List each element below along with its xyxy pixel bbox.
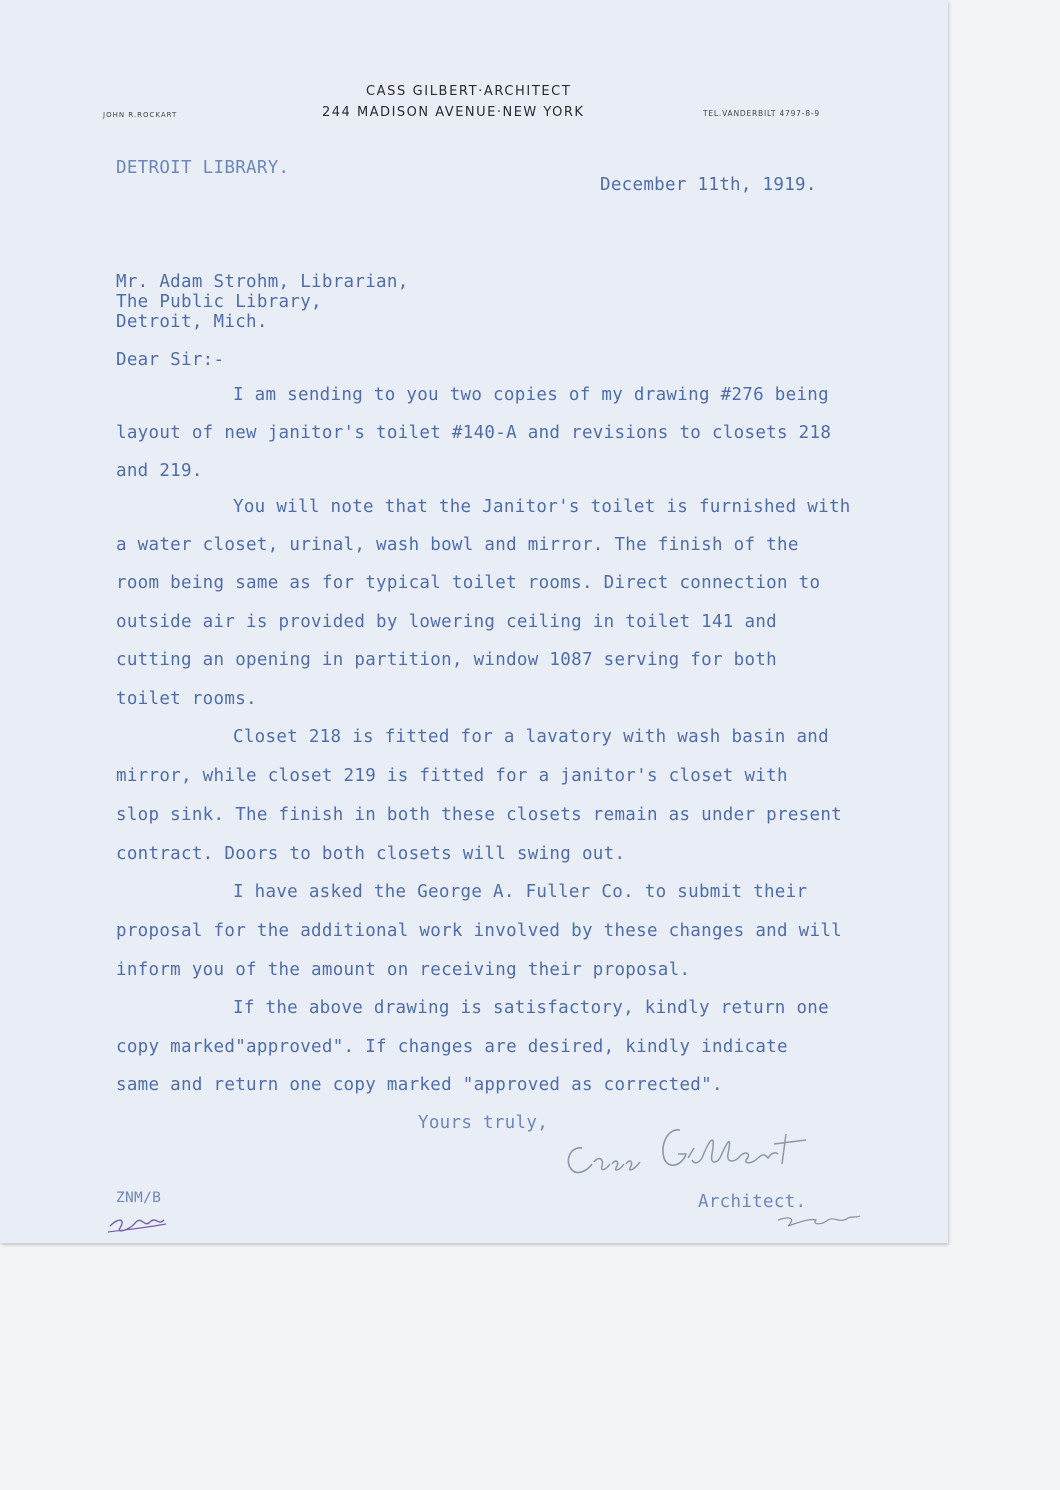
letterhead-left-name: JOHN R.ROCKART [103, 111, 178, 119]
handwritten-signature [560, 1118, 820, 1188]
body-line: mirror, while closet 219 is fitted for a janitor's closet with [116, 766, 788, 786]
body-line: proposal for the additional work involved by these changes and will [116, 921, 843, 941]
body-line: cutting an opening in partition, window 1087 serving for both [116, 650, 777, 670]
body-line: toilet rooms. [116, 689, 257, 709]
signatory-title: Architect. [698, 1192, 807, 1212]
body-line: I am sending to you two copies of my drawing #276 being [233, 385, 829, 405]
closing: Yours truly, [418, 1113, 549, 1133]
body-line: a water closet, urinal, wash bowl and mirror. The finish of the [116, 535, 799, 555]
letterhead-firm: CASS GILBERT·ARCHITECT [366, 84, 572, 99]
letter-date: December 11th, 1919. [600, 175, 817, 195]
body-line: You will note that the Janitor's toilet is furnished with [233, 497, 851, 517]
salutation: Dear Sir:- [116, 350, 225, 370]
addressee-line-2: The Public Library, [116, 292, 322, 312]
body-line: I have asked the George A. Fuller Co. to submit their [233, 882, 808, 902]
body-line: inform you of the amount on receiving their proposal. [116, 960, 691, 980]
body-line: and 219. [116, 461, 203, 481]
addressee-line-3: Detroit, Mich. [116, 312, 268, 332]
body-line: copy marked"approved". If changes are desired, kindly indicate [116, 1037, 788, 1057]
body-line: layout of new janitor's toilet #140-A and revisions to closets 218 [116, 423, 832, 443]
body-line: contract. Doors to both closets will swing out. [116, 844, 626, 864]
body-line: If the above drawing is satisfactory, kindly return one [233, 998, 829, 1018]
subject-line: DETROIT LIBRARY. [116, 158, 290, 178]
body-line: same and return one copy marked "approved as corrected". [116, 1075, 723, 1095]
reference-initials: ZNM/B [116, 1190, 162, 1206]
letterhead-telephone: TEL.VANDERBILT 4797-8-9 [703, 109, 820, 118]
body-line: slop sink. The finish in both these closets remain as under present [116, 805, 843, 825]
letterhead-address: 244 MADISON AVENUE·NEW YORK [322, 105, 585, 120]
addressee-line-1: Mr. Adam Strohm, Librarian, [116, 272, 409, 292]
handwritten-initials [104, 1200, 184, 1240]
clerk-initials-mark [770, 1198, 865, 1232]
body-line: outside air is provided by lowering ceiling in toilet 141 and [116, 612, 777, 632]
body-line: room being same as for typical toilet rooms. Direct connection to [116, 573, 821, 593]
body-line: Closet 218 is fitted for a lavatory with wash basin and [233, 727, 829, 747]
